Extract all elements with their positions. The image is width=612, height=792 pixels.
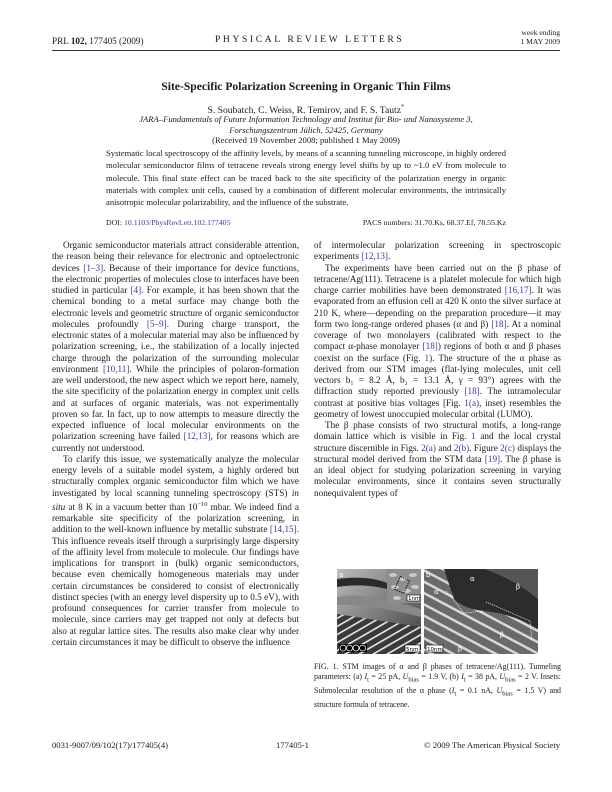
figure-caption: FIG. 1. STM images of α and β phases of tetracene/Ag(111). Tunneling parameters: (a) $I_t = 25$ pA, $U_{bias} = 1.9$ V, (b) $I_t = 38$ pA, $U_{bias} = 2$ V. Insets: Submolecular resolution of the α phase ($I_t = 0.1$ nA, $U_{bias} = 1.5$ V) and structure formula of tetracene. — [314, 662, 561, 710]
paragraph: of intermolecular polarization screening in spectroscopic experiments [12,13]. — [314, 240, 561, 262]
stm-image-panel-b — [424, 569, 538, 654]
figure-link[interactable]: 1 — [424, 352, 430, 363]
svg-text:α: α — [470, 575, 475, 583]
citation-link[interactable]: [14,15] — [269, 524, 297, 535]
citation-link[interactable]: [18] — [464, 386, 480, 397]
svg-text:β: β — [516, 583, 521, 591]
paragraph: The β phase consists of two structural motifs, a long-range domain lattice which is visible in Fig. 1 and the local crystal structure discernible in Figs. 2(a) and 2(b). Figure 2(c) displays the structural model derived from the STM data [19]. The β phase is an ideal object for studying polarization screening in varying molecular environments, since it contains seven structurally nonequivalent types of — [314, 420, 562, 498]
running-header — [52, 28, 560, 46]
scalebar-label-a: 5nm — [406, 647, 419, 653]
copyright: © 2009 The American Physical Society — [424, 740, 560, 750]
svg-text:β: β — [458, 645, 463, 653]
authors: S. Soubatch, C. Weiss, R. Temirov, and F. S. Tautz* — [207, 103, 405, 117]
svg-text:b: b — [426, 571, 431, 579]
svg-text:β: β — [500, 631, 505, 639]
paragraph: The experiments have been carried out on the β phase of tetracene/Ag(111). Tetracene is a platelet molecule for which high charge carrier mobilities have been demonstrated [16,17]. It was evaporated from an effusion cell at 420 K onto the silver surface at 210 K, where—depending on the preparation procedure—it may form two long-range ordered phases (α and β) [18]. At a nominal coverage of two monolayers (calibrated with respect to the compact α-phase monolayer [18]) regions of both α and β phases coexist on the surface (Fig. 1). The structure of the α phase as derived from our STM images (flat-lying molecules, unit cell vectors b₁ = 8.2 Å, b₂ = 13.1 Å, γ = 93°) agrees with the diffraction study reported previously [18]. The intramolecular contrast at positive bias voltages [Fig. 1(a), inset) resembles the geometry of lowest unoccupied molecular orbital (LUMO). — [314, 262, 562, 419]
header-rule — [52, 50, 560, 51]
journal-name: PHYSICAL REVIEW LETTERS — [215, 34, 405, 45]
citation-link[interactable]: [1–3] — [83, 262, 104, 273]
doi: DOI: 10.1103/PhysRevLett.102.177405 — [106, 218, 231, 227]
affiliation: JARA–Fundamentals of Future Information Technology and Institut für Bio- und Nanosysteme 3, Forschungszentrum Jülich, 52425, Germany — [139, 114, 473, 135]
citation: PRL 102, 177405 (2009) — [52, 36, 144, 46]
figure-1 — [337, 569, 538, 654]
paragraph: Organic semiconductor materials attract considerable attention, the reason being their relevance for electronic and optoelectronic devices [1–3]. Because of their importance for device functions, the electronic properties of molecules close to interfaces have been studied in particular [4]. For example, it has been shown that the chemical bonding to a metal surface may change both the electronic levels and geometric structure of organic semiconductor molecules profoundly [5–9]. During charge transport, the electronic states of a molecular material may also be influenced by polarization screening, i.e., the stabilization of a locally injected charge through the polarization of the surrounding molecular environment [10,11]. While the principles of polaron-formation are well understood, the new aspect which we report here, namely, the site specificity of the polarization energy in complex unit cells and at surfaces of organic materials, was not experimentally proven so far. In fact, up to now attempts to measure directly the expected influence of local molecular environments on the polarization screening have failed [12,13], for reasons which are currently not understood. — [52, 240, 299, 453]
right-column — [314, 240, 561, 499]
doi-pacs-line — [106, 218, 506, 227]
figure-link[interactable]: 2(b) — [453, 442, 470, 453]
author-footnote-link[interactable]: * — [400, 103, 405, 111]
citation-link[interactable]: [16,17] — [504, 285, 532, 295]
citation-link[interactable]: [10,11] — [102, 363, 130, 374]
doi-link[interactable]: 10.1103/PhysRevLett.102.177405 — [123, 218, 231, 227]
week-ending: week ending 1 MAY 2009 — [520, 28, 560, 46]
svg-text:a: a — [339, 571, 344, 579]
citation-link[interactable]: [19] — [484, 453, 501, 464]
citation-link[interactable]: [18] — [422, 341, 438, 352]
page-number: 177405-1 — [276, 740, 309, 750]
abstract: Systematic local spectroscopy of the affinity levels, by means of a scanning tunneling microscope, in highly ordered molecular semiconductor films of tetracene reveals strong energy level shifts by up to ~1.0 eV from molecule to molecule. This final state effect can be traced back to the site specificity of the polarization energy in organic materials with complex unit cells, caused by a combination of different molecular environments, the intrinsically anisotropic molecular polarizability, and the influence of the substrate. — [106, 148, 506, 208]
citation-link[interactable]: [12,13] — [361, 251, 388, 262]
paper-title: Site-Specific Polarization Screening in Organic Thin Films — [161, 80, 451, 93]
figure-link[interactable]: 2(c) — [500, 442, 515, 453]
figure-link[interactable]: 1(a) — [464, 397, 480, 408]
citation-link[interactable]: [5–9] — [146, 318, 167, 329]
pacs-numbers: PACS numbers: 31.70.Ks, 68.37.Ef, 78.55.Kz — [362, 218, 506, 227]
citation-link[interactable]: [4] — [130, 285, 142, 295]
stm-image-panel-a — [337, 569, 421, 654]
inset-scalebar-label: 1nm — [408, 596, 421, 602]
article-code: 0031-9007/09/102(17)/177405(4) — [52, 740, 169, 750]
citation-link[interactable]: [18] — [491, 318, 507, 329]
scalebar-label-b: 10nm — [427, 647, 443, 653]
left-column — [52, 240, 299, 648]
citation-link[interactable]: [12,13] — [183, 431, 211, 442]
svg-text:α: α — [434, 588, 439, 596]
received-dates: (Received 19 November 2008; published 1 May 2009) — [212, 135, 400, 145]
paragraph: To clarify this issue, we systematically analyze the molecular energy levels of a suitable model system, a highly ordered but structurally complex organic semiconductor film which we have investigated by local scanning tunneling spectroscopy (STS) in situ at 8 K in a vacuum better than $10^{-10}$ mbar. We indeed find a remarkable site specificity of the polarization screening, in addition to the well-known influence by metallic substrate [14,15]. This influence reveals itself through a surprisingly large dispersity of the affinity level from molecule to molecule. Our findings have implications for transport in (bulk) organic semiconductors, because even chemically homogeneous materials may under certain circumstances be considered to consist of electronically distinct species (with an energy level dispersity up to 0.5 eV), with profound consequences for carrier transfer from molecule to molecule, since carriers may get trapped not only at defects but also at regular lattice sites. The results also make clear why under certain circumstances it may be difficult to observe the influence — [52, 453, 299, 647]
figure-link[interactable]: 1 — [471, 431, 476, 442]
figure-link[interactable]: 2(a) — [421, 442, 436, 453]
